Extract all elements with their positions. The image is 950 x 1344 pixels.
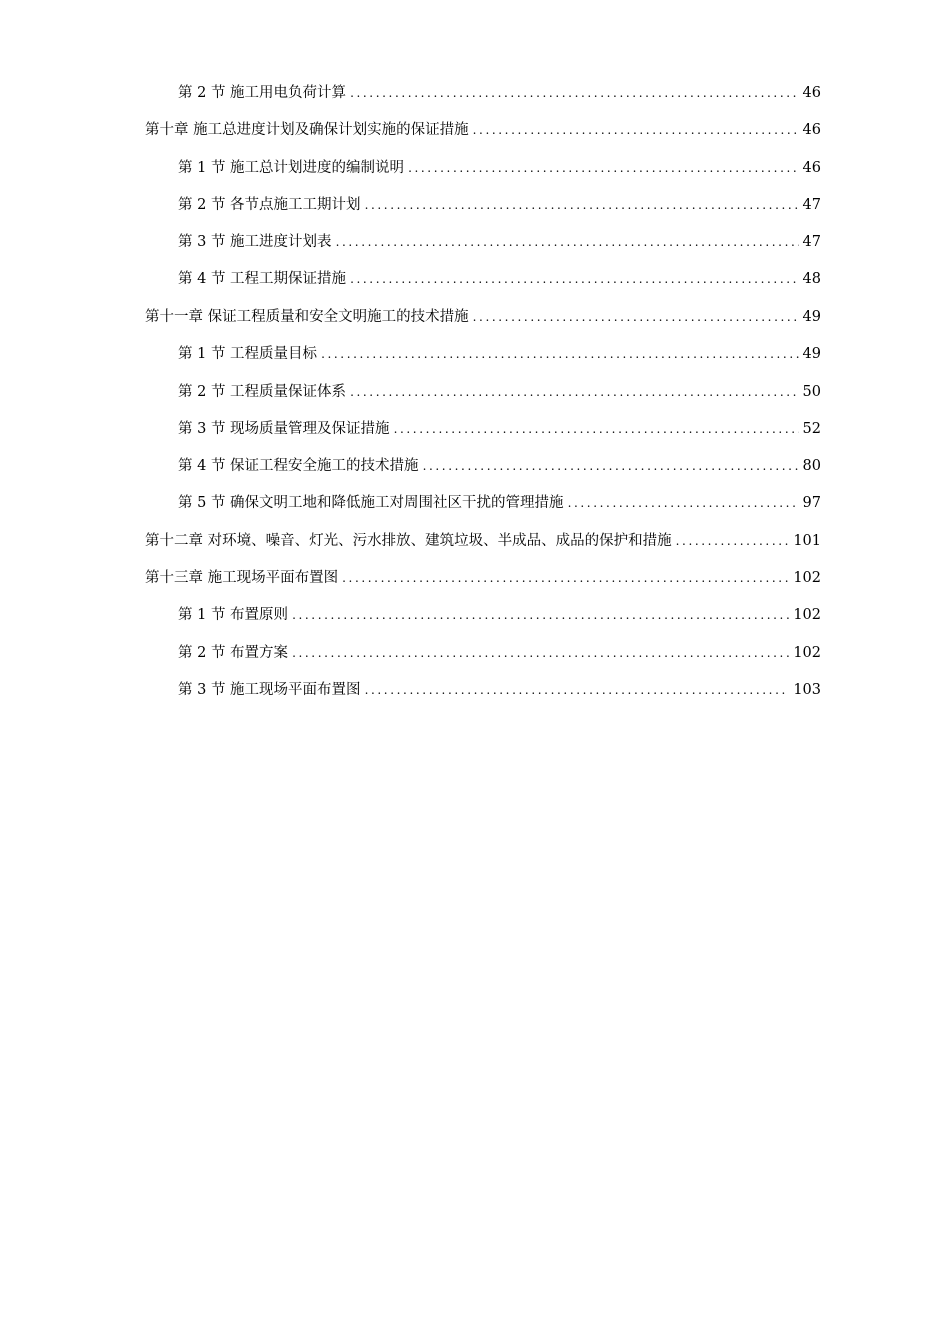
- toc-leader-dots: [568, 493, 799, 513]
- toc-entry-title: 第 1 节 工程质量目标: [178, 346, 318, 362]
- toc-entry-title: 第十二章 对环境、噪音、灯光、污水排放、建筑垃圾、半成品、成品的保护和措施: [145, 533, 672, 549]
- toc-entry-page: 101: [793, 533, 821, 549]
- toc-leader-dots: [342, 568, 789, 588]
- toc-entry-page: 80: [802, 458, 821, 474]
- toc-entry[interactable]: [178, 83, 821, 103]
- toc-entry-page: 102: [793, 607, 821, 623]
- toc-entry-title: 第 3 节 施工现场平面布置图: [178, 682, 361, 698]
- toc-entry-title: 第十一章 保证工程质量和安全文明施工的技术措施: [145, 309, 469, 325]
- toc-leader-dots: [473, 120, 799, 140]
- toc-entry-title: 第 5 节 确保文明工地和降低施工对周围社区干扰的管理措施: [178, 495, 564, 511]
- toc-entry-page: 49: [802, 346, 821, 362]
- toc-entry-title: 第 4 节 保证工程安全施工的技术措施: [178, 458, 419, 474]
- toc-entry-title: 第 1 节 施工总计划进度的编制说明: [178, 160, 405, 176]
- toc-entry-page: 47: [802, 197, 821, 213]
- toc-entry-page: 46: [802, 122, 821, 138]
- toc-entry[interactable]: [178, 382, 821, 402]
- toc-entry[interactable]: [178, 269, 821, 289]
- toc-entry-page: 46: [802, 85, 821, 101]
- toc-entry-page: 102: [793, 570, 821, 586]
- toc-entry[interactable]: [178, 605, 821, 625]
- toc-entry-page: 52: [802, 421, 821, 437]
- toc-leader-dots: [321, 344, 798, 364]
- toc-entry-title: 第 2 节 工程质量保证体系: [178, 384, 347, 400]
- toc-entry-title: 第 2 节 布置方案: [178, 645, 289, 661]
- toc-entry-title: 第 3 节 现场质量管理及保证措施: [178, 421, 390, 437]
- toc-entry[interactable]: [178, 419, 821, 439]
- toc-leader-dots: [350, 83, 798, 103]
- toc-entry-page: 48: [802, 271, 821, 287]
- toc-entry-page: 102: [793, 645, 821, 661]
- toc-leader-dots: [350, 382, 798, 402]
- toc-leader-dots: [365, 195, 799, 215]
- toc-entry-title: 第 1 节 布置原则: [178, 607, 289, 623]
- toc-leader-dots: [292, 605, 789, 625]
- toc-entry[interactable]: [178, 680, 821, 700]
- toc-entry-title: 第 2 节 施工用电负荷计算: [178, 85, 347, 101]
- toc-entry[interactable]: [178, 643, 821, 663]
- toc-leader-dots: [676, 531, 790, 551]
- toc-entry[interactable]: [178, 456, 821, 476]
- toc-entry-title: 第十三章 施工现场平面布置图: [145, 570, 339, 586]
- toc-leader-dots: [336, 232, 799, 252]
- toc-leader-dots: [408, 158, 798, 178]
- toc-entry-page: 50: [802, 384, 821, 400]
- toc-entry-page: 97: [802, 495, 821, 511]
- toc-entry[interactable]: [178, 195, 821, 215]
- toc-entry-page: 46: [802, 160, 821, 176]
- toc-entry-title: 第 2 节 各节点施工工期计划: [178, 197, 361, 213]
- toc-entry-title: 第十章 施工总进度计划及确保计划实施的保证措施: [145, 122, 469, 138]
- toc-entry[interactable]: [178, 344, 821, 364]
- toc-entry-page: 103: [793, 682, 821, 698]
- toc-entry-page: 47: [802, 234, 821, 250]
- toc-entry[interactable]: [178, 158, 821, 178]
- toc-leader-dots: [350, 269, 798, 289]
- toc-leader-dots: [423, 456, 799, 476]
- toc-leader-dots: [365, 680, 790, 700]
- toc-entry[interactable]: [178, 232, 821, 252]
- toc-leader-dots: [292, 643, 789, 663]
- toc-leader-dots: [394, 419, 799, 439]
- toc-entry[interactable]: [145, 568, 821, 588]
- toc-entry-title: 第 4 节 工程工期保证措施: [178, 271, 347, 287]
- toc-entry-page: 49: [802, 309, 821, 325]
- toc-entry[interactable]: [145, 531, 821, 551]
- toc-entry-title: 第 3 节 施工进度计划表: [178, 234, 332, 250]
- toc-entry[interactable]: [178, 493, 821, 513]
- toc-entry[interactable]: [145, 307, 821, 327]
- toc-entry[interactable]: [145, 120, 821, 140]
- toc-leader-dots: [473, 307, 799, 327]
